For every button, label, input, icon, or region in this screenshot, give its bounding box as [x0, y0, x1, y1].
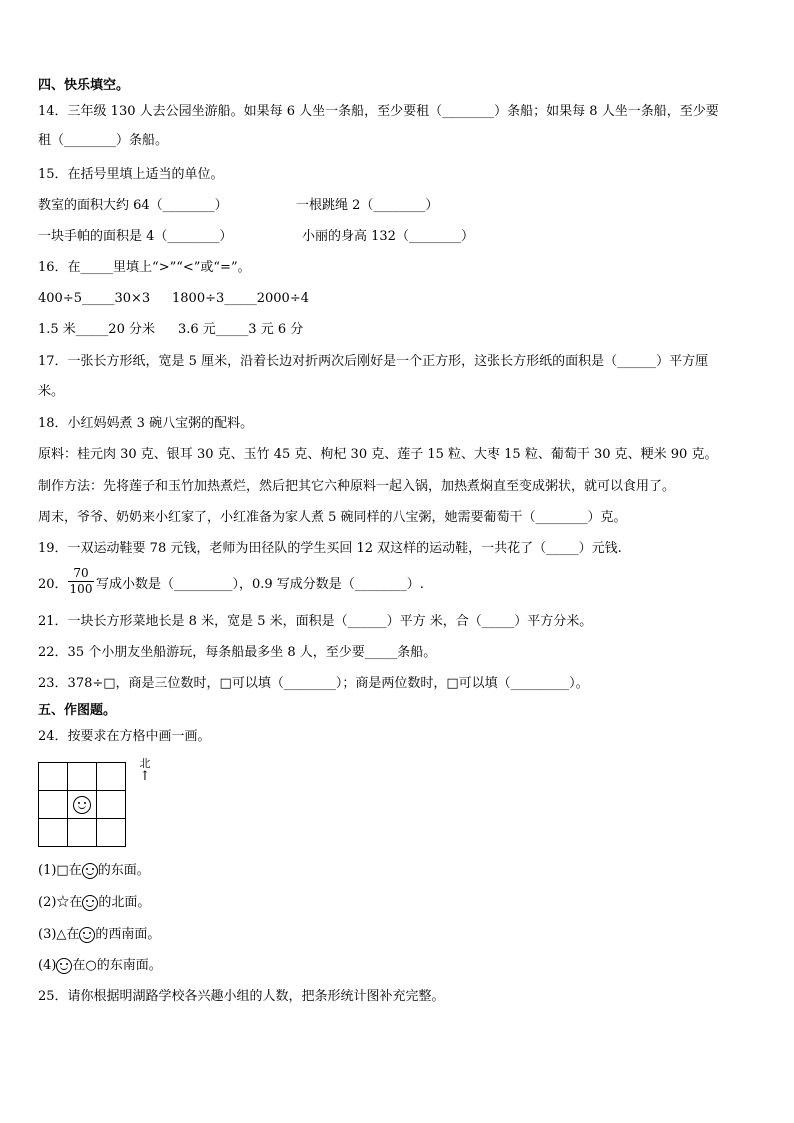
- q24-sub4-post: 在○的东南面。: [72, 958, 162, 973]
- q20-text: 写成小数是（_________），0.9 写成分数是（________）.: [96, 577, 424, 592]
- q18-title: 18．小红妈妈煮 3 碗八宝粥的配料。: [38, 416, 254, 431]
- q19: 19．一双运动鞋要 78 元钱，老师为田径队的学生买回 12 双这样的运动鞋，一共花了（_____）元钱.: [38, 541, 622, 556]
- q24-sub2: [38, 894, 150, 912]
- section-4-heading: 四、快乐填空。: [38, 78, 130, 93]
- grid-cell: [97, 819, 126, 847]
- q15-item-b: 一根跳绳 2（________）: [296, 198, 439, 213]
- q18-ingredients: 原料：桂元肉 30 克、银耳 30 克、玉竹 45 克、枸杞 30 克、莲子 15 粒、大枣 15 粒、葡萄干 30 克、粳米 90 克。: [38, 447, 718, 462]
- smiley-face-icon: [79, 927, 95, 943]
- q15-item-d: 小丽的身高 132（________）: [302, 229, 474, 244]
- q24-sub4: [38, 957, 162, 975]
- fraction-denominator: 100: [69, 582, 93, 596]
- north-label: 北: [139, 757, 151, 770]
- smiley-face-icon: [82, 863, 98, 879]
- q24-sub2-post: 的北面。: [98, 895, 151, 910]
- q15-title: 15．在括号里填上适当的单位。: [38, 167, 224, 182]
- q16-item-d: 3.6 元_____3 元 6 分: [178, 322, 304, 337]
- q24-sub1: [38, 862, 150, 880]
- q15-item-c: 一块手帕的面积是 4（________）: [38, 229, 233, 244]
- q16-title: 16．在_____里填上“>”“<”或“=”。: [38, 260, 251, 275]
- q24-sub2-pre: (2)☆在: [38, 895, 83, 910]
- section-5-heading: 五、作图题。: [38, 703, 117, 718]
- smiley-face-icon: [82, 895, 98, 911]
- q16-item-b: 1800÷3_____2000÷4: [172, 291, 309, 306]
- q24-sub4-pre: (4): [38, 958, 57, 973]
- q16-item-a: 400÷5_____30×3: [38, 291, 151, 306]
- direction-grid: [38, 762, 126, 847]
- grid-cell: [97, 791, 126, 819]
- grid-cell: [39, 763, 68, 791]
- q20-number: 20．: [38, 577, 68, 592]
- grid-cell: [68, 763, 97, 791]
- q16-item-c: 1.5 米_____20 分米: [38, 322, 155, 337]
- q25: 25．请你根据明湖路学校各兴趣小组的人数，把条形统计图补充完整。: [38, 989, 445, 1004]
- grid-cell: [68, 819, 97, 847]
- q18-method: 制作方法：先将莲子和玉竹加热煮烂，然后把其它六种原料一起入锅，加热煮焖直至变成粥状，就可以食用了。: [38, 479, 676, 494]
- q21: 21．一块长方形菜地长是 8 米，宽是 5 米，面积是（______）平方 米，合（_____）平方分米。: [38, 614, 593, 629]
- q24-sub1-pre: (1)□在: [38, 863, 82, 878]
- q20-fraction: [68, 566, 94, 596]
- grid-cell: [68, 791, 97, 819]
- q17-line2: 米。: [38, 384, 65, 399]
- smiley-face-icon: [73, 796, 91, 814]
- grid-cell: [97, 763, 126, 791]
- q18-question: 周末，爷爷、奶奶来小红家了，小红准备为家人煮 5 碗同样的八宝粥，她需要葡萄干（________）克。: [38, 510, 627, 525]
- q15-item-a: 教室的面积大约 64（________）: [38, 198, 228, 213]
- north-indicator: [138, 758, 152, 784]
- q17-line1: 17．一张长方形纸，宽是 5 厘米，沿着长边对折两次后刚好是一个正方形，这张长方形纸的面积是（______）平方厘: [38, 354, 709, 369]
- grid-cell: [39, 791, 68, 819]
- q24-sub3-post: 的西南面。: [95, 927, 161, 942]
- q22: 22．35 个小朋友坐船游玩，每条船最多坐 8 人，至少要_____条船。: [38, 645, 437, 660]
- q24-sub3-pre: (3)△在: [38, 927, 80, 942]
- q24-sub1-post: 的东面。: [97, 863, 150, 878]
- q14-line2: 租（________）条船。: [38, 133, 169, 148]
- q24-title: 24．按要求在方格中画一画。: [38, 729, 211, 744]
- q14-line1: 14．三年级 130 人去公园坐游船。如果每 6 人坐一条船，至少要租（________）条船；如果每 8 人坐一条船，至少要: [38, 104, 719, 119]
- north-arrow-icon: ↑: [139, 769, 151, 784]
- fraction-numerator: 70: [68, 566, 94, 582]
- grid-cell: [39, 819, 68, 847]
- q23: 23．378÷□，商是三位数时，□可以填（________）；商是两位数时，□可以填（_________）。: [38, 676, 589, 691]
- smiley-face-icon: [56, 958, 72, 974]
- q24-sub3: [38, 926, 160, 944]
